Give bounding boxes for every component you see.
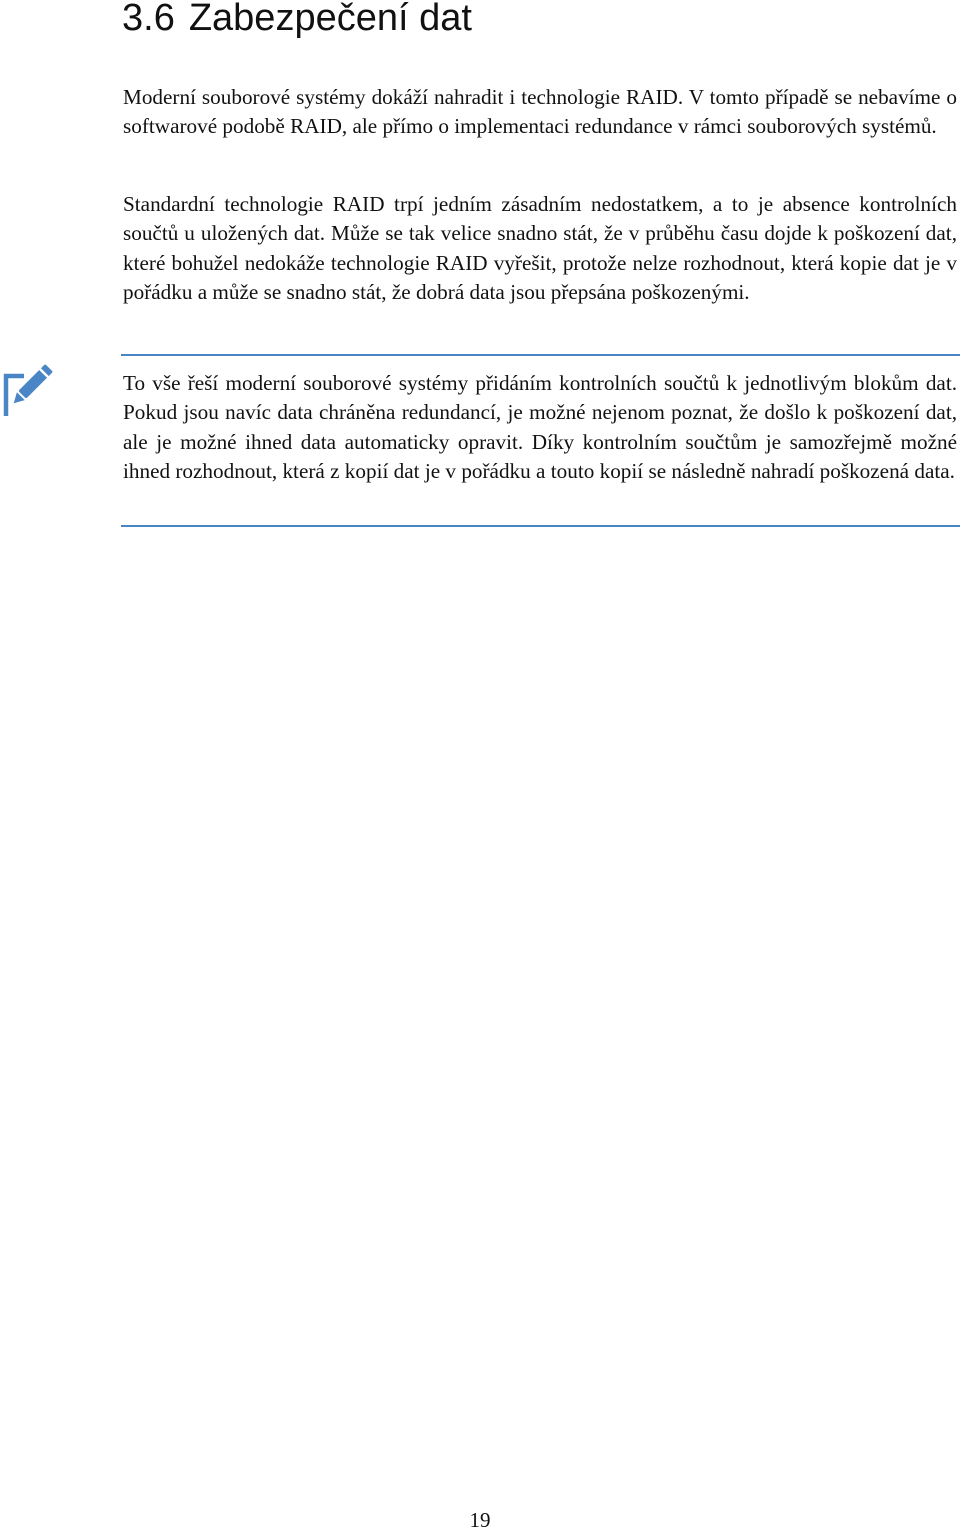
paragraph-intro: Moderní souborové systémy dokáží nahradit i technologie RAID. V tomto případě se nebavíme o softwarové podobě RAID, ale přímo o implementaci redundance v rámci souborových systémů. xyxy=(123,85,957,139)
section-number: 3.6 xyxy=(122,0,175,39)
section-heading xyxy=(122,0,472,42)
pencil-note-icon xyxy=(2,356,60,418)
note-text: To vše řeší moderní souborové systémy přidáním kontrolních součtů k jednotlivým blokům dat. Pokud jsou navíc data chráněna redundancí, je možné nejenom poznat, že došlo k poškození dat, ale je možné ihned data automaticky opravit. Díky kontrolním součtům je samozřejmě možné ihned rozhodnout, která z kopií dat je v pořádku a touto kopií se následně nahradí poškozená data. xyxy=(123,371,957,483)
note-rule-top xyxy=(121,354,960,356)
paragraph-raid-weakness: Standardní technologie RAID trpí jedním zásadním nedostatkem, a to je absence kontrolních součtů u uložených dat. Může se tak velice snadno stát, že v průběhu času dojde k poškození dat, které bohužel nedokáže technologie RAID vyřešit, protože nelze rozhodnout, která kopie dat je v pořádku a může se snadno stát, že dobrá data jsou přepsána poškozenými. xyxy=(123,192,957,304)
note-rule-bottom xyxy=(121,525,960,527)
page-number: 19 xyxy=(469,1508,491,1532)
section-title: Zabezpečení dat xyxy=(188,0,472,39)
